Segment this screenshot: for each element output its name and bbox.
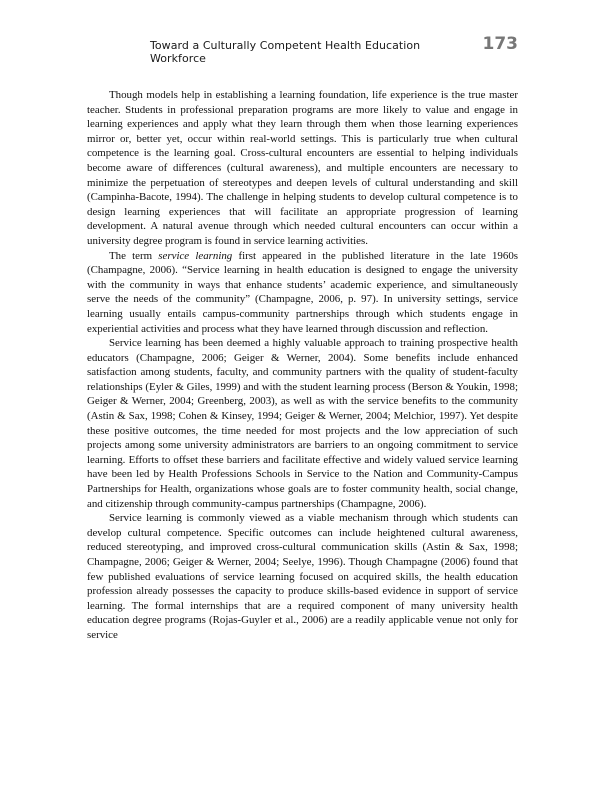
page-number: 173 [482, 34, 518, 54]
running-head-title: Toward a Culturally Competent Health Education Workforce [150, 39, 421, 65]
paragraph-1: Though models help in establishing a learning foundation, life experience is the true master teacher. Students in professional preparation programs are more likely to value and engage in learning experiences and apply what they learn through them when those learning experiences mirror or, better yet, occur within real-world settings. This is particularly true when cultural competence is the learning goal. Cross-cultural encounters are essential to helping individuals become aware of differences (cultural awareness), and multiple encounters are necessary to minimize the perpetuation of stereotypes and deepen levels of cultural understanding and skill (Campinha-Bacote, 1994). The challenge in helping students to develop cultural competence is to design learning experiences that will facilitate an appropriate progression of learning development. A natural avenue through which needed cultural encounters can occur within a university degree program is found in service learning activities. [87, 89, 518, 247]
paragraph-2-rest: first appeared in the published literature in the late 1960s (Champagne, 2006). “Service learning in health education is designed to engage the university with the community in ways that enhance students’ academic experience, and simultaneously serve the needs of the community” (Champagne, 2006, p. 97). In university settings, service learning usually entails campus-community partnerships through which students engage in experiential activities and process what they have learned through discussion and reflection. [87, 249, 519, 335]
paragraph-2 [87, 249, 518, 337]
paragraph-2-lead: The term [109, 249, 159, 262]
body-text [87, 88, 518, 643]
running-head [150, 34, 518, 65]
term-service-learning: service learning [158, 249, 233, 262]
paragraph-4: Service learning is commonly viewed as a viable mechanism through which students can develop cultural competence. Specific outcomes can include heightened cultural awareness, reduced stereotyping, and improved cross-cultural communication skills (Astin & Sax, 1998; Champagne, 2006; Geiger & Werner, 2004; Seelye, 1996). Though Champagne (2006) found that few published evaluations of service learning focused on acquired skills, the health education profession already possesses the capacity to produce skills-based evidence in support of service learning. The formal internships that are a required component of many university health education degree programs (Rojas-Guyler et al., 2006) are a readily applicable venue not only for service [87, 512, 518, 641]
paragraph-3: Service learning has been deemed a highly valuable approach to training prospective health educators (Champagne, 2006; Geiger & Werner, 2004). Some benefits include enhanced satisfaction among students, faculty, and community partners with the quality of student-faculty relationships (Eyler & Giles, 1999) and with the student learning process (Berson & Youkin, 1998; Geiger & Werner, 2004; Greenberg, 2003), as well as with the service benefits to the community (Astin & Sax, 1998; Cohen & Kinsey, 1994; Geiger & Werner, 2004; Melchior, 1997). Yet despite these positive outcomes, the time needed for most projects and the low appreciation of such projects among some university administrators are barriers to an ongoing commitment to service learning. Efforts to offset these barriers and facilitate effective and widely valued service learning have been led by Health Professions Schools in Service to the Nation and Community-Campus Partnerships for Health, organizations whose goals are to foster community health, social change, and citizenship through community-campus partnerships (Champagne, 2006). [87, 337, 518, 510]
